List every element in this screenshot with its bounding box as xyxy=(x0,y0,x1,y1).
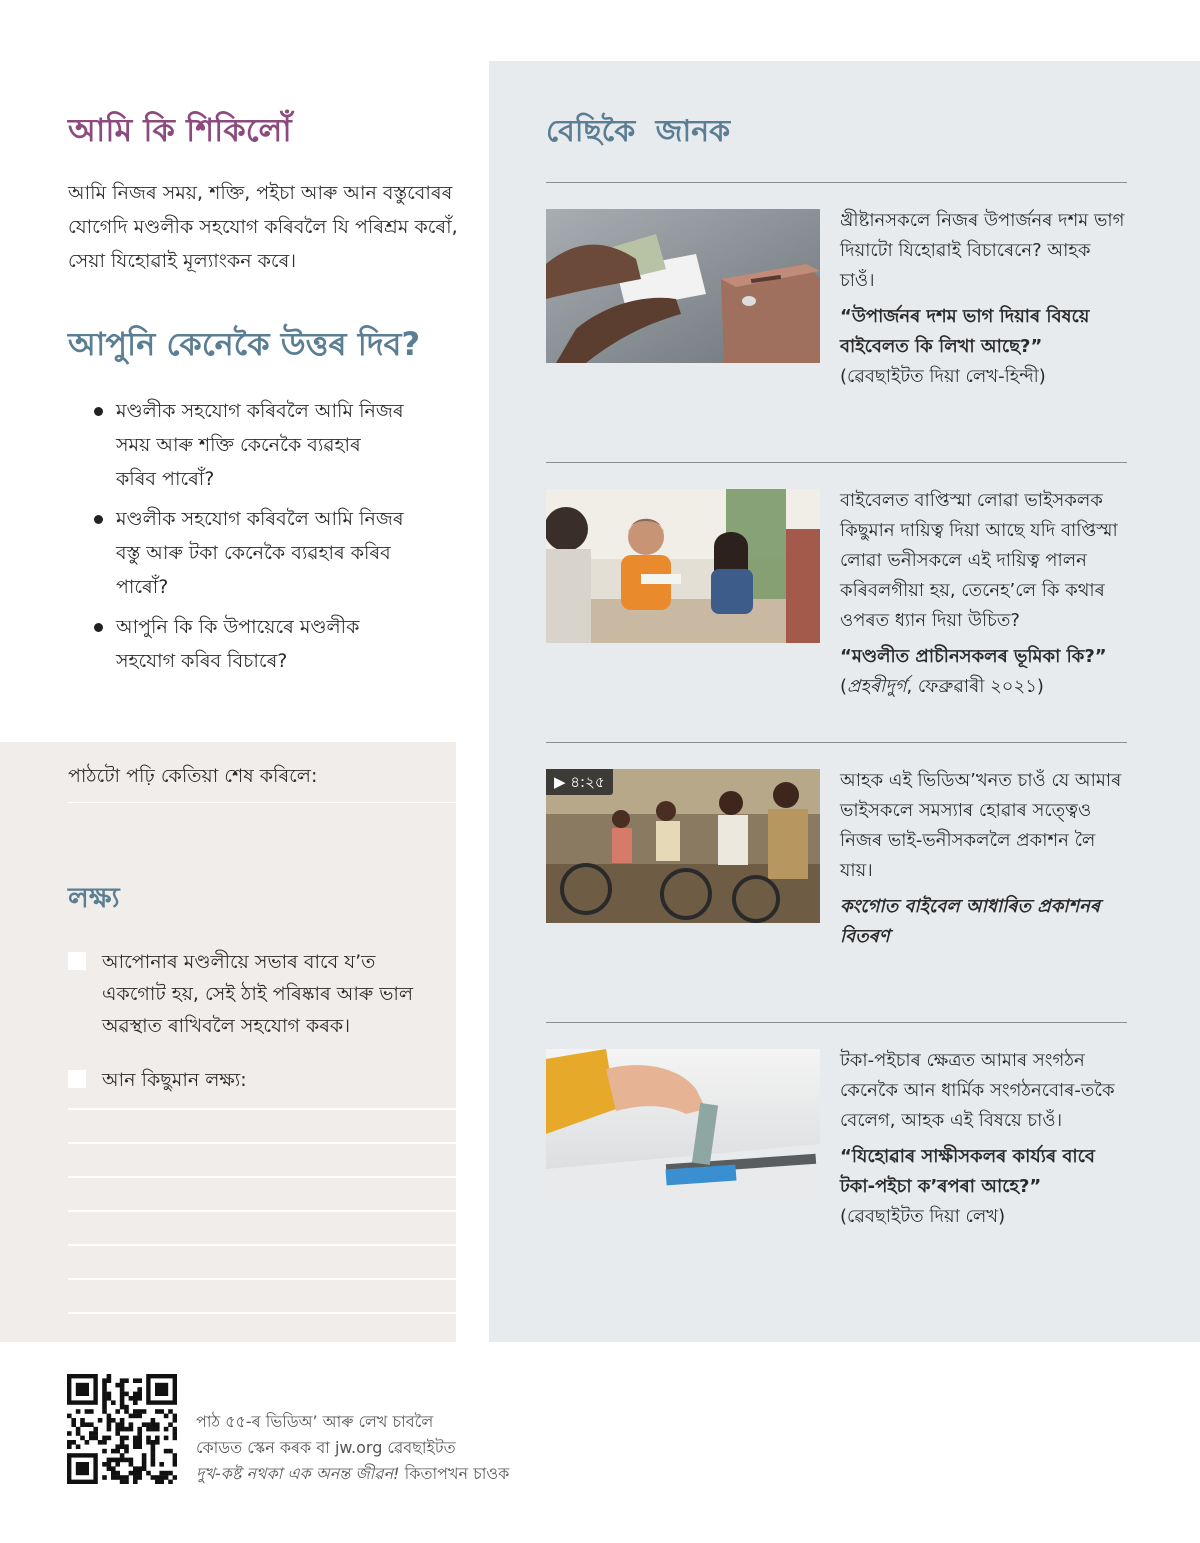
review-questions xyxy=(94,394,404,684)
footer-line-2: কোডত স্কেন কৰক বা jw.org ৱেবছাইটত xyxy=(196,1438,456,1457)
card-description: টকা-পইচাৰ ক্ষেত্ৰত আমাৰ সংগঠন কেনেকৈ আন ধাৰ্মিক সংগঠনবোৰ-তকৈ বেলেগ, আহক এই বিষয়ে চাওঁ। xyxy=(840,1050,1115,1131)
donation-image[interactable] xyxy=(546,1049,820,1203)
writing-line[interactable] xyxy=(68,1210,456,1212)
card-description: বাইবেলত বাপ্তিস্মা লোৱা ভাইসকলক কিছুমান দায়িত্ব দিয়া আছে যদি বাপ্তিস্মা লোৱা ভনীসকলে এই দায়িত্ব পালন কৰিবলগীয়া হয়, তেনেহ’লে কি কথাৰ ওপৰত ধ্যান দিয়া উচিত? xyxy=(840,490,1118,631)
writing-line[interactable] xyxy=(68,1244,456,1246)
card-elders-role xyxy=(840,486,1130,702)
footer-line-3 xyxy=(196,1461,616,1487)
tithe-image[interactable] xyxy=(546,209,820,363)
card-description: আহক এই ভিডিঅ’খনত চাওঁ যে আমাৰ ভাইসকলে সমস্যাৰ হোৱাৰ সত্ত্বেও নিজৰ ভাই-ভনীসকললৈ প্ৰকাশন লৈ যায়। xyxy=(840,770,1122,881)
heading-what-i-learned: আমি কি শিকিলোঁ xyxy=(68,111,292,149)
footer-line-3-rest: কিতাপখন চাওক xyxy=(399,1464,510,1483)
article-source-open: ( xyxy=(840,676,848,697)
video-duration[interactable]: ▶ ৪:২৫ xyxy=(546,769,613,795)
goal-checkbox[interactable] xyxy=(68,1070,86,1088)
heading-learn-more: বেছিকৈ জানক xyxy=(546,114,731,149)
goal-checkbox[interactable] xyxy=(68,952,86,970)
article-source: (ৱেবছাইটত দিয়া লেখ-হিন্দী) xyxy=(840,366,1046,387)
writing-line[interactable] xyxy=(68,1142,456,1144)
article-source: (ৱেবছাইটত দিয়া লেখ) xyxy=(840,1206,1006,1227)
card-tithe xyxy=(840,206,1130,392)
card-description: খ্ৰীষ্টানসকলে নিজৰ উপাৰ্জনৰ দশম ভাগ দিয়াটো যিহোৱাই বিচাৰেনে? আহক চাওঁ। xyxy=(840,210,1125,291)
article-link[interactable]: “উপাৰ্জনৰ দশম ভাগ দিয়াৰ বিষয়ে বাইবেলত কি লিখা আছে?” xyxy=(840,306,1090,357)
writing-line[interactable] xyxy=(68,1108,456,1110)
goal-item xyxy=(68,946,438,1042)
writing-line[interactable] xyxy=(68,1278,456,1280)
goal-text: আপোনাৰ মণ্ডলীয়ে সভাৰ বাবে য’ত একগোট হয়, সেই ঠাই পৰিষ্কাৰ আৰু ভাল অৱস্থাত ৰাখিবলৈ সহযোগ কৰক। xyxy=(102,951,414,1037)
goal-text: আন কিছুমান লক্ষ্য: xyxy=(102,1069,247,1091)
book-title: দুখ-কষ্ট নথকা এক অনন্ত জীৱন! xyxy=(196,1464,400,1483)
card-funding xyxy=(840,1046,1130,1232)
footer-instructions xyxy=(196,1409,616,1487)
divider xyxy=(546,742,1127,743)
goal-item xyxy=(68,1064,438,1096)
divider xyxy=(546,1022,1127,1023)
heading-how-would-you-answer: আপুনি কেনেকৈ উত্তৰ দিব? xyxy=(68,325,421,363)
sisters-meeting-image[interactable] xyxy=(546,489,820,643)
finished-date-line[interactable] xyxy=(68,802,456,803)
footer-line-1: পাঠ ৫৫-ৰ ভিডিঅ’ আৰু লেখ চাবলৈ xyxy=(196,1412,434,1431)
card-congo-video xyxy=(840,766,1130,952)
writing-line[interactable] xyxy=(68,1312,456,1314)
article-link[interactable]: “মণ্ডলীত প্ৰাচীনসকলৰ ভূমিকা কি?” xyxy=(840,646,1107,667)
article-link[interactable]: “যিহোৱাৰ সাক্ষীসকলৰ কাৰ্য্যৰ বাবে টকা-পইচা ক’ৰপৰা আহে?” xyxy=(840,1146,1095,1197)
qr-code[interactable] xyxy=(67,1374,177,1484)
divider xyxy=(546,462,1127,463)
goals-panel xyxy=(0,742,456,1342)
question-item: মণ্ডলীক সহযোগ কৰিবলৈ আমি নিজৰ সময় আৰু শক্তি কেনেকৈ ব্যৱহাৰ কৰিব পাৰোঁ? xyxy=(94,394,404,496)
congo-video-thumbnail[interactable] xyxy=(546,769,820,923)
video-link[interactable]: কংগোত বাইবেল আধাৰিত প্ৰকাশনৰ বিতৰণ xyxy=(840,896,1101,947)
learned-section xyxy=(68,108,468,278)
goals-heading: লক্ষ্য xyxy=(68,881,120,914)
writing-line[interactable] xyxy=(68,1176,456,1178)
question-item: মণ্ডলীক সহযোগ কৰিবলৈ আমি নিজৰ বস্তু আৰু টকা কেনেকৈ ব্যৱহাৰ কৰিব পাৰোঁ? xyxy=(94,502,404,604)
article-source-rest: , ফেব্ৰুৱাৰী ২০২১) xyxy=(906,676,1044,697)
divider xyxy=(546,182,1127,183)
lesson-summary: আমি নিজৰ সময়, শক্তি, পইচা আৰু আন বস্তুবোৰৰ যোগেদি মণ্ডলীক সহযোগ কৰিবলৈ যি পৰিশ্ৰম কৰোঁ, সেয়া যিহোৱাই মূল্যাংকন কৰে। xyxy=(68,182,458,272)
question-item: আপুনি কি কি উপায়েৰে মণ্ডলীক সহযোগ কৰিব বিচাৰে? xyxy=(94,610,404,678)
finished-date-label: পাঠটো পঢ়ি কেতিয়া শেষ কৰিলে: xyxy=(68,765,318,787)
magazine-title: প্ৰহৰীদুৰ্গ xyxy=(847,676,907,697)
